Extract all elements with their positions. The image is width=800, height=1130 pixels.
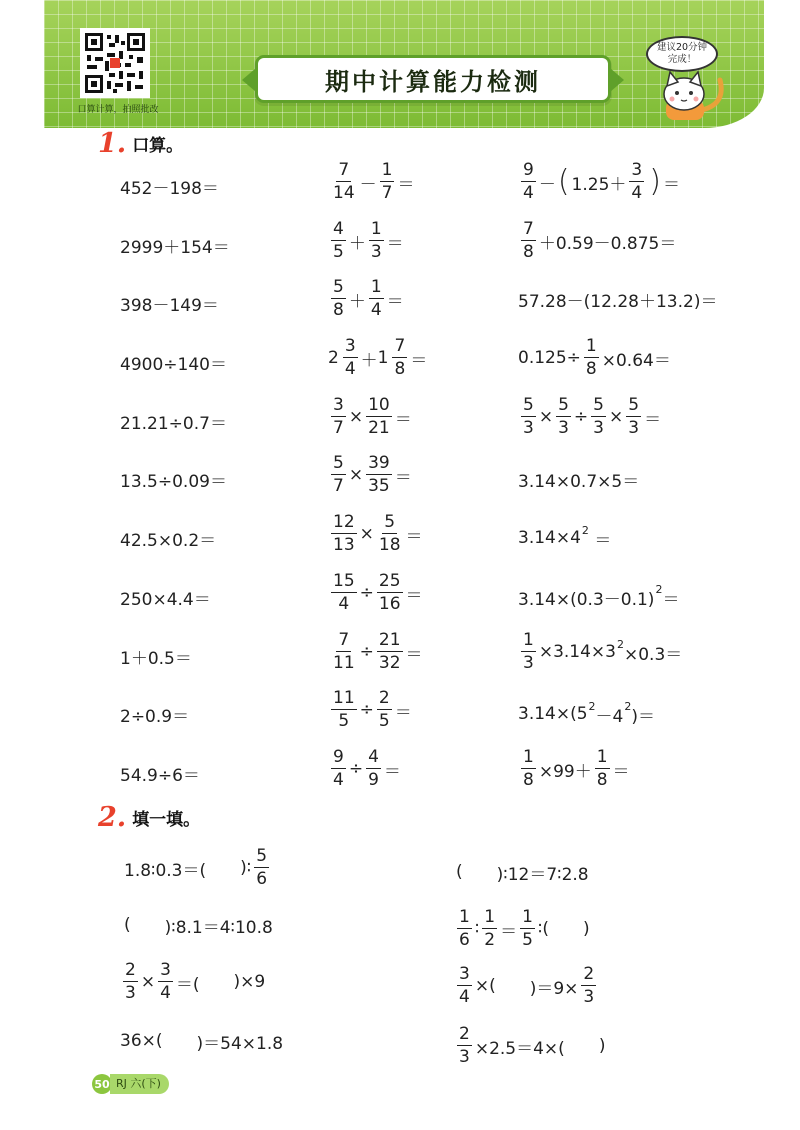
- expr-text: 452－198＝: [120, 178, 219, 199]
- exponent: 2: [655, 582, 663, 596]
- bubble-text-line1: 建议20分钟: [656, 42, 708, 53]
- fraction: [369, 279, 384, 319]
- expr-text: 42.5×0.2＝: [120, 530, 217, 551]
- denominator: 3: [583, 987, 595, 1007]
- problem-1-7: [120, 514, 216, 562]
- exponent: 2: [581, 523, 589, 537]
- edition-label: RJ 六(下): [110, 1074, 169, 1094]
- equals: ＝: [386, 233, 404, 254]
- denominator: 3: [125, 983, 136, 1003]
- numerator: 2: [125, 960, 136, 980]
- numerator: 5: [256, 846, 268, 866]
- operator: －: [538, 174, 556, 195]
- expr-text: (: [456, 862, 463, 882]
- fraction: [331, 279, 346, 319]
- operator: ＋: [348, 233, 366, 254]
- section-1-title: 口算。: [132, 136, 184, 156]
- problem-1-3: [120, 279, 219, 327]
- denominator: 3: [558, 418, 569, 438]
- problem-2-9: [328, 628, 423, 676]
- denominator: 8: [333, 300, 344, 320]
- fraction: [377, 573, 403, 613]
- section-1-number: 1.: [98, 128, 127, 159]
- operator: ÷: [348, 759, 364, 779]
- expr-text: 1.25＋: [571, 174, 627, 195]
- page-footer: [92, 1074, 169, 1094]
- denominator: 4: [523, 183, 534, 203]
- section-1-heading: [98, 128, 183, 159]
- problem-2-8: [328, 569, 423, 617]
- fraction: [556, 397, 571, 437]
- denominator: 3: [628, 418, 640, 438]
- numerator: 5: [558, 395, 569, 415]
- fraction: [626, 397, 641, 437]
- numerator: 5: [333, 453, 344, 473]
- expr-text: 57.28－(12.28＋13.2)＝: [518, 291, 718, 312]
- denominator: 14: [333, 183, 355, 203]
- operator: ×: [608, 407, 624, 427]
- equals: ＝: [397, 174, 415, 195]
- equals: ＝: [394, 467, 412, 488]
- equals: ＝: [612, 761, 630, 782]
- operator: ×: [140, 972, 156, 992]
- fraction: [331, 221, 346, 261]
- fraction: [331, 455, 346, 495]
- whole: 1: [377, 348, 389, 368]
- mixed-number: [378, 338, 411, 378]
- fraction: [377, 690, 392, 730]
- denominator: 8: [523, 770, 534, 790]
- problem-1-4: [120, 338, 227, 386]
- equals: ＝: [500, 921, 518, 942]
- fill-left-4: [120, 1017, 283, 1065]
- problem-1-1: [120, 162, 219, 210]
- problem-3-4: [518, 334, 671, 382]
- numerator: 7: [394, 336, 406, 356]
- exponent: 2: [616, 637, 624, 651]
- denominator: 4: [333, 770, 344, 790]
- expr-text: 1.8∶0.3＝(: [124, 860, 207, 881]
- operator: －: [359, 174, 377, 195]
- problem-2-7: [328, 510, 423, 558]
- fraction: [581, 966, 596, 1006]
- page-number: 50: [92, 1074, 112, 1094]
- equals: ＝: [394, 409, 412, 430]
- problem-3-5: [518, 393, 661, 441]
- denominator: 7: [333, 476, 344, 496]
- denominator: 3: [593, 418, 604, 438]
- fraction: [457, 909, 472, 949]
- expr-text: －4: [595, 706, 624, 727]
- expr-text: )×9: [233, 972, 266, 992]
- problem-3-8: [518, 573, 679, 621]
- qr-code-image: [83, 31, 147, 95]
- section-2-heading: [98, 802, 200, 833]
- denominator: 18: [378, 535, 401, 555]
- denominator: 16: [378, 594, 401, 614]
- problem-1-10: [120, 690, 189, 738]
- fraction: [521, 162, 536, 202]
- expr-text: 54.9÷6＝: [120, 765, 200, 786]
- numerator: 1: [484, 907, 496, 927]
- expr-text: )∶12＝7∶2.8: [496, 864, 589, 885]
- problem-2-2: [328, 217, 404, 265]
- operator: ÷: [359, 583, 374, 603]
- bubble-text-line2: 完成！: [667, 54, 697, 65]
- expr-text: (: [124, 915, 131, 935]
- expr-text: 250×4.4＝: [120, 589, 211, 610]
- exponent: 2: [588, 699, 596, 713]
- fraction: [457, 966, 472, 1006]
- expr-text: 3.14×(5: [518, 704, 588, 724]
- numerator: 1: [523, 747, 534, 767]
- operator: ×: [359, 524, 374, 544]
- numerator: 1: [370, 277, 382, 297]
- operator: ÷: [359, 700, 374, 720]
- fill-right-3: [454, 962, 599, 1010]
- fraction: [254, 848, 269, 888]
- equals: ＝: [405, 526, 423, 547]
- expr-text: 3.14×0.7×5＝: [518, 471, 640, 492]
- numerator: 3: [459, 964, 470, 984]
- equals: ＝: [588, 530, 612, 551]
- fraction: [521, 749, 536, 789]
- equals: ＝: [662, 174, 680, 195]
- fraction: [482, 909, 497, 949]
- problem-3-7: [518, 514, 611, 562]
- numerator: 11: [333, 688, 355, 708]
- fill-left-1: [124, 844, 272, 892]
- speech-bubble: [646, 36, 718, 72]
- numerator: 12: [333, 512, 355, 532]
- expr-text: )∶8.1＝4∶10.8: [164, 917, 273, 938]
- numerator: 5: [628, 395, 640, 415]
- numerator: 4: [368, 747, 379, 767]
- numerator: 7: [338, 630, 350, 650]
- problem-3-11: [518, 745, 630, 793]
- problem-2-4: [328, 334, 427, 382]
- fill-right-2: [454, 905, 590, 953]
- denominator: 3: [523, 653, 534, 673]
- fill-right-4: [454, 1022, 605, 1070]
- fill-left-3: [120, 958, 265, 1006]
- numerator: 9: [333, 747, 344, 767]
- problem-1-5: [120, 397, 227, 445]
- numerator: 4: [333, 219, 344, 239]
- denominator: 4: [459, 987, 470, 1007]
- numerator: 3: [344, 336, 356, 356]
- denominator: 3: [523, 418, 534, 438]
- whole: 2: [328, 348, 339, 368]
- expr-text: 3.14×(0.3－0.1): [518, 589, 655, 610]
- fraction: [123, 962, 138, 1002]
- equals: ＝: [644, 409, 662, 430]
- expr-text: 1＋0.5＝: [120, 648, 192, 669]
- expr-text: 13.5÷0.09＝: [120, 471, 227, 492]
- numerator: 3: [333, 395, 344, 415]
- problem-2-1: [328, 158, 414, 206]
- expr-text: )＝: [631, 706, 656, 727]
- problem-2-5: [328, 393, 412, 441]
- denominator: 35: [368, 476, 390, 496]
- denominator: 3: [459, 1047, 470, 1067]
- denominator: 5: [333, 242, 344, 262]
- numerator: 1: [370, 219, 382, 239]
- fraction: [369, 221, 384, 261]
- fraction: [331, 514, 357, 554]
- operator: ÷: [573, 407, 589, 427]
- expr-text: )∶: [240, 858, 252, 878]
- expr-text: 2÷0.9＝: [120, 706, 190, 727]
- operator: ＋: [360, 350, 378, 371]
- fraction: [331, 397, 346, 437]
- numerator: 39: [368, 453, 390, 473]
- denominator: 3: [370, 242, 382, 262]
- numerator: 2: [378, 688, 390, 708]
- problem-2-10: [328, 686, 412, 734]
- expr-text: ): [598, 1036, 606, 1056]
- denominator: 7: [381, 183, 393, 203]
- page-title: 期中计算能力检测: [325, 67, 541, 96]
- denominator: 5: [522, 930, 533, 950]
- fraction: [521, 632, 536, 672]
- problem-1-6: [120, 455, 227, 503]
- equals: ＝: [662, 589, 680, 610]
- numerator: 9: [523, 160, 534, 180]
- expr-text: 3.14×4: [518, 528, 581, 548]
- denominator: 21: [368, 418, 390, 438]
- problem-2-3: [328, 275, 404, 323]
- fraction: [392, 338, 407, 378]
- expr-text: ×0.3＝: [623, 644, 683, 665]
- equals: ＝: [410, 350, 428, 371]
- denominator: 11: [333, 653, 355, 673]
- denominator: 4: [631, 183, 643, 203]
- equals: ＝: [405, 585, 423, 606]
- denominator: 4: [160, 983, 171, 1003]
- title-ribbon: [258, 58, 608, 100]
- equals: ＝: [383, 761, 401, 782]
- numerator: 3: [160, 960, 171, 980]
- fraction: [591, 397, 606, 437]
- fraction: [343, 338, 358, 378]
- expr-text: ∶(: [537, 919, 549, 939]
- numerator: 1: [596, 747, 608, 767]
- operator: ×: [348, 407, 364, 427]
- fraction: [366, 397, 392, 437]
- problem-1-2: [120, 221, 230, 269]
- fraction: [331, 690, 357, 730]
- denominator: 7: [333, 418, 344, 438]
- expr-text: ×3.14×3: [538, 642, 616, 662]
- expr-text: 36×(: [120, 1031, 163, 1051]
- equals: ＝: [405, 644, 423, 665]
- problem-3-6: [518, 455, 639, 503]
- expr-text: ×2.5＝4×(: [474, 1038, 565, 1059]
- fraction: [629, 162, 644, 202]
- numerator: 1: [522, 907, 533, 927]
- denominator: 6: [459, 930, 470, 950]
- problem-3-10: [518, 690, 655, 738]
- fraction: [331, 749, 346, 789]
- expr-text: ×99＋: [538, 761, 592, 782]
- right-paren: ): [649, 164, 661, 199]
- denominator: 8: [585, 359, 597, 379]
- expr-text: 21.21÷0.7＝: [120, 413, 227, 434]
- section-2-number: 2.: [98, 802, 127, 833]
- denominator: 8: [596, 770, 608, 790]
- expr-text: )＝54×1.8: [196, 1033, 284, 1054]
- denominator: 5: [378, 711, 390, 731]
- problem-3-3: [518, 275, 717, 323]
- left-paren: (: [557, 164, 570, 199]
- expr-text: 0.125÷: [518, 348, 581, 368]
- fraction: [331, 162, 357, 202]
- expr-text: ＝(: [175, 974, 200, 995]
- qr-code[interactable]: [80, 28, 150, 98]
- expr-text: ＋0.59－0.875＝: [538, 233, 677, 254]
- fraction: [521, 397, 536, 437]
- operator: ÷: [359, 642, 374, 662]
- denominator: 8: [523, 242, 534, 262]
- numerator: 25: [378, 571, 401, 591]
- fraction: [457, 1026, 472, 1066]
- problem-3-2: [518, 217, 676, 265]
- expr-text: )＝9×: [529, 978, 579, 999]
- fraction: [584, 338, 599, 378]
- numerator: 2: [459, 1024, 470, 1044]
- fraction: [366, 749, 381, 789]
- qr-caption: 口算计算，拍照批改: [77, 105, 159, 115]
- problem-1-11: [120, 749, 200, 797]
- mixed-number: [328, 338, 361, 378]
- expr-text: 4900÷140＝: [120, 354, 227, 375]
- problem-2-11: [328, 745, 401, 793]
- exponent: 2: [624, 699, 632, 713]
- expr-text: ): [582, 919, 590, 939]
- numerator: 2: [583, 964, 595, 984]
- equals: ＝: [394, 702, 412, 723]
- numerator: 1: [381, 160, 393, 180]
- problem-2-6: [328, 451, 412, 499]
- numerator: 5: [523, 395, 534, 415]
- numerator: 10: [368, 395, 390, 415]
- numerator: 3: [631, 160, 643, 180]
- fill-left-2: [124, 901, 273, 949]
- fraction: [366, 455, 392, 495]
- fraction: [521, 221, 536, 261]
- fraction: [158, 962, 173, 1002]
- numerator: 1: [585, 336, 597, 356]
- operator: ×: [348, 465, 364, 485]
- denominator: 32: [378, 653, 401, 673]
- fraction: [380, 162, 395, 202]
- fraction: [377, 632, 403, 672]
- numerator: 5: [333, 277, 344, 297]
- denominator: 5: [338, 711, 350, 731]
- denominator: 13: [333, 535, 355, 555]
- denominator: 4: [338, 594, 350, 614]
- expr-text: 398－149＝: [120, 295, 219, 316]
- denominator: 4: [370, 300, 382, 320]
- problem-1-8: [120, 573, 211, 621]
- denominator: 8: [394, 359, 406, 379]
- equals: ＝: [386, 291, 404, 312]
- fraction: [595, 749, 610, 789]
- numerator: 1: [459, 907, 470, 927]
- fraction: [520, 909, 535, 949]
- fraction: [331, 573, 357, 613]
- cat-mascot-icon: [652, 70, 732, 120]
- denominator: 4: [344, 359, 356, 379]
- fill-right-1: [456, 848, 589, 896]
- section-2-title: 填一填。: [132, 810, 201, 830]
- numerator: 7: [338, 160, 350, 180]
- numerator: 5: [384, 512, 396, 532]
- operator: ＋: [348, 291, 366, 312]
- problem-3-1: [518, 158, 680, 206]
- denominator: 2: [484, 930, 496, 950]
- expr-text: 2999＋154＝: [120, 237, 230, 258]
- fraction: [331, 632, 357, 672]
- problem-1-9: [120, 632, 192, 680]
- operator: ×: [538, 407, 554, 427]
- numerator: 21: [378, 630, 401, 650]
- denominator: 9: [368, 770, 379, 790]
- problem-3-9: [518, 628, 682, 676]
- expr-text: ×(: [474, 976, 496, 996]
- fraction: [377, 514, 403, 554]
- numerator: 1: [523, 630, 534, 650]
- expr-text: ×0.64＝: [601, 350, 671, 371]
- ratio-colon: ∶: [474, 919, 480, 939]
- numerator: 15: [333, 571, 355, 591]
- numerator: 5: [593, 395, 604, 415]
- numerator: 7: [523, 219, 534, 239]
- denominator: 6: [256, 869, 268, 889]
